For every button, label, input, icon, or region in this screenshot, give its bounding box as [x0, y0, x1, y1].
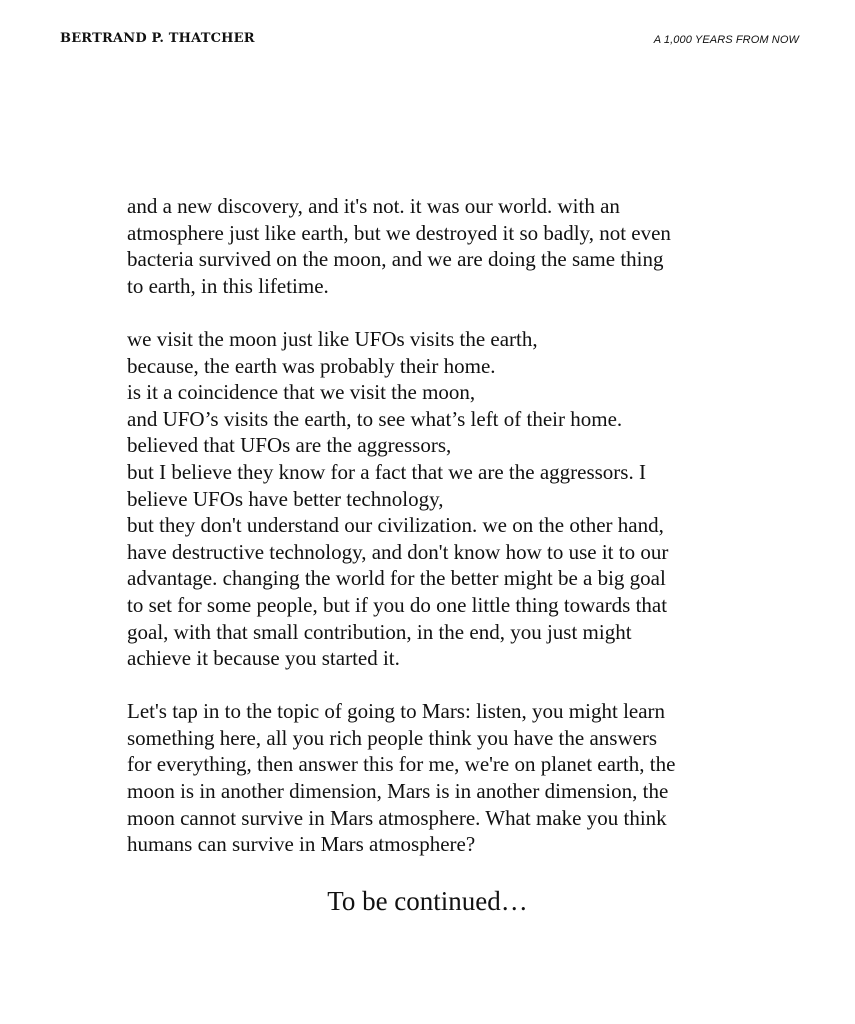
text-line: Let's tap in to the topic of going to Mars: listen, you might learn: [127, 699, 666, 724]
text-line: achieve it because you started it.: [127, 646, 400, 671]
text-line: is it a coincidence that we visit the moon,: [127, 380, 476, 405]
to-be-continued: To be continued…: [327, 886, 528, 916]
text-line: for everything, then answer this for me, we're on planet earth, the: [127, 752, 676, 777]
text-line: and UFO’s visits the earth, to see what’s left of their home.: [127, 406, 623, 431]
text-line: because, the earth was probably their home.: [127, 353, 496, 378]
paragraph: [127, 698, 737, 858]
text-line: believed that UFOs are the aggressors,: [127, 433, 452, 458]
text-line: bacteria survived on the moon, and we are doing the same thing: [127, 247, 664, 272]
running-header-author: BERTRAND P. THATCHER: [60, 31, 255, 46]
text-line: but I believe they know for a fact that we are the aggressors. I: [127, 459, 646, 484]
paragraph: [127, 326, 737, 672]
text-line: goal, with that small contribution, in the end, you just might: [127, 619, 632, 644]
text-line: atmosphere just like earth, but we destroyed it so badly, not even: [127, 220, 671, 245]
text-line: have destructive technology, and don't know how to use it to our: [127, 539, 669, 564]
text-line: to set for some people, but if you do one little thing towards that: [127, 592, 668, 617]
text-line: to earth, in this lifetime.: [127, 273, 329, 298]
text-line: moon cannot survive in Mars atmosphere. What make you think: [127, 805, 667, 830]
text-line: moon is in another dimension, Mars is in another dimension, the: [127, 779, 669, 804]
text-line: something here, all you rich people think you have the answers: [127, 725, 658, 750]
paragraph: [127, 193, 737, 299]
text-line: and a new discovery, and it's not. it was our world. with an: [127, 194, 620, 218]
text-line: advantage. changing the world for the better might be a big goal: [127, 566, 666, 591]
text-line: we visit the moon just like UFOs visits the earth,: [127, 326, 538, 351]
text-line: but they don't understand our civilization. we on the other hand,: [127, 513, 664, 538]
running-header-title: A 1,000 YEARS FROM NOW: [653, 34, 799, 46]
text-line: humans can survive in Mars atmosphere?: [127, 832, 476, 857]
text-line: believe UFOs have better technology,: [127, 486, 444, 511]
body-text: [127, 193, 737, 884]
